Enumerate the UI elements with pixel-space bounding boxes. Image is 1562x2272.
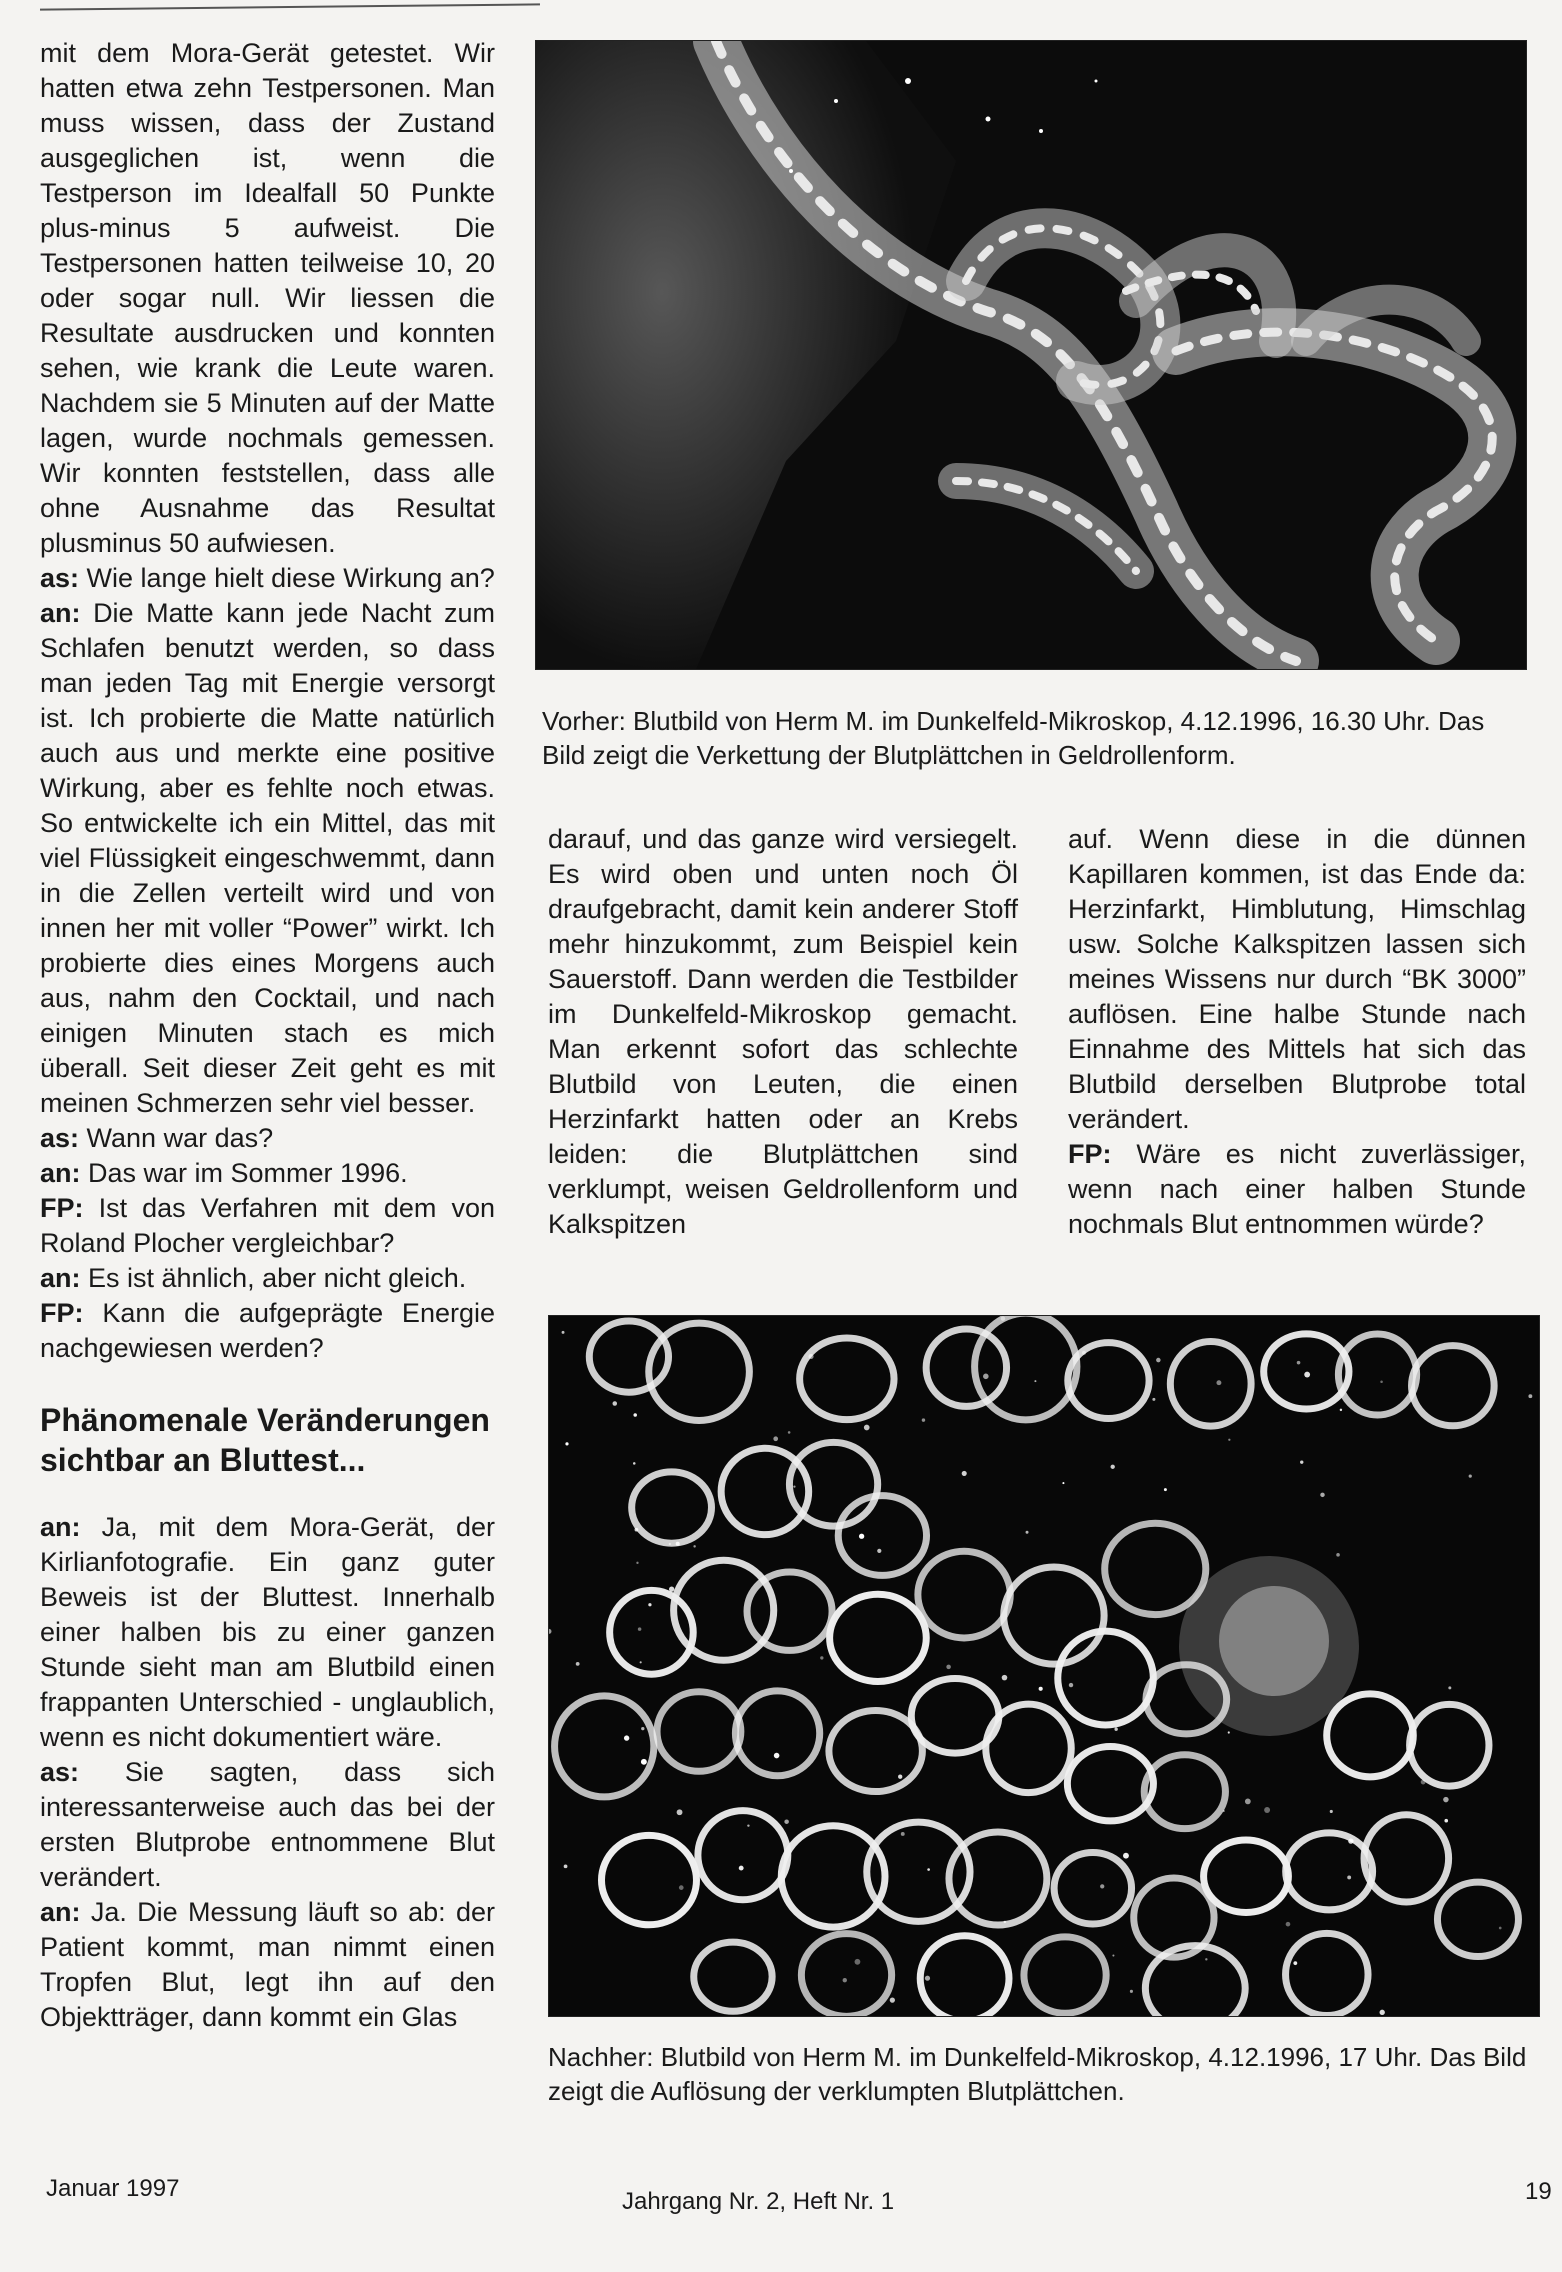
left-column — [40, 36, 495, 2035]
question-text: Ist das Verfahren mit dem von Roland Plocher vergleichbar? — [40, 1193, 495, 1258]
speck — [1228, 1731, 1230, 1733]
speck — [962, 1471, 967, 1476]
speck — [669, 1587, 674, 1592]
speck — [927, 1868, 930, 1871]
speaker-label: an: — [40, 1158, 81, 1188]
speck — [925, 1976, 930, 1981]
speck — [679, 1885, 684, 1890]
speck — [640, 1661, 642, 1663]
speck — [1528, 1394, 1532, 1398]
speck — [1082, 1351, 1086, 1355]
speck — [1034, 1380, 1036, 1382]
speck — [1320, 1493, 1324, 1497]
right-column — [1068, 822, 1526, 1242]
speck — [1069, 1683, 1073, 1687]
speck — [693, 1545, 695, 1547]
speaker-label: as: — [40, 1123, 80, 1153]
question — [40, 1121, 495, 1156]
question-text: Wann war das? — [86, 1123, 274, 1153]
footer-date: Januar 1997 — [46, 2175, 180, 2202]
speck — [1002, 1675, 1008, 1681]
answer-text: Die Matte kann jede Nacht zum Schlafen benutzt werden, so dass man jeden Tag mit Energie versorgt ist. Ich probierte die Matte natürlich auch aus und merkte eine positive Wirkung, aber es fehlte noch etwas. So entwickelte ich ein Mittel, das mit viel Flüssigkeit eingeschwemmt, dann in die Zellen verteilt wird und von innen her mit voller “Power” wirkt. Ich probierte dies eines Morgens auch aus, nahm den Cocktail, und nach einigen Minuten stach es mich überall. Seit dieser Zeit geht es mit meinen Schmerzen sehr viel besser. — [40, 598, 495, 1118]
speck — [820, 1656, 823, 1659]
speck — [1330, 1810, 1333, 1813]
speck — [1130, 1990, 1133, 1993]
speck — [784, 1819, 789, 1824]
speck — [1001, 1316, 1005, 1320]
speck — [843, 1978, 847, 1982]
answer — [40, 1510, 495, 1755]
speck — [1264, 1807, 1270, 1813]
speck — [1039, 1687, 1043, 1691]
speck — [1380, 1381, 1383, 1384]
speck — [877, 1549, 881, 1553]
page-number: 19 — [1525, 2178, 1552, 2205]
question — [40, 1191, 495, 1261]
question-text: Kann die aufgeprägte Energie nachgewiesen werden? — [40, 1298, 495, 1363]
paragraph: mit dem Mora-Gerät getestet. Wir hatten etwa zehn Testpersonen. Man muss wissen, dass der Zustand ausgeglichen ist, wenn die Testperson im Idealfall 50 Punkte plus-minus 5 aufweist. Die Testpersonen hatten teilweise 10, 20 oder sogar null. Wir liessen die Resultate ausdrucken und konnten sehen, wie krank die Leute waren. Nachdem sie 5 Minuten auf der Matte lagen, wurde nochmals gemessen. Wir konnten feststellen, dass alle ohne Ausnahme das Resultat plusminus 50 aufwiesen. — [40, 38, 495, 558]
footer-issue: Jahrgang Nr. 2, Heft Nr. 1 — [622, 2188, 895, 2215]
speck — [922, 1418, 925, 1421]
question — [40, 561, 495, 596]
question — [1068, 1137, 1526, 1242]
section-heading: Phänomenale Veränderungen sichtbar an Bluttest... — [40, 1402, 490, 1478]
speck — [1448, 1686, 1451, 1689]
top-rule — [40, 3, 540, 10]
photo-after-microscope — [548, 1315, 1540, 2017]
speaker-label: as: — [40, 563, 80, 593]
photo-before-microscope — [535, 40, 1527, 670]
speck — [1062, 1482, 1064, 1484]
speck — [565, 1442, 568, 1445]
speck — [633, 1413, 637, 1417]
speck — [1499, 1927, 1502, 1930]
speck — [624, 1735, 629, 1740]
speck — [808, 1354, 813, 1359]
speck — [1026, 1531, 1029, 1534]
speaker-label: FP: — [40, 1298, 84, 1328]
answer — [40, 1895, 495, 2035]
speck — [1112, 1955, 1114, 1957]
speck — [898, 1775, 902, 1779]
speck — [1348, 1838, 1353, 1843]
speck — [788, 1431, 791, 1434]
speck — [1164, 1488, 1167, 1491]
speck — [946, 1665, 951, 1670]
answer-text: Ja, mit dem Mora-Gerät, der Kirlianfotografie. Ein ganz guter Beweis ist der Bluttest. Innerhalb einer halben bis zu einer ganzen Stunde sieht man am Blutbild einen frappanten Unterschied - unglaublich, wenn es nicht dokumentiert wäre. — [40, 1512, 495, 1752]
caption-after: Nachher: Blutbild von Herm M. im Dunkelfeld-Mikroskop, 4.12.1996, 17 Uhr. Das Bild zeigt die Auflösung der verklumpten Blutplättchen. — [548, 2042, 1527, 2106]
speaker-label: an: — [40, 1263, 81, 1293]
speck — [641, 1727, 644, 1730]
speck — [1300, 1460, 1303, 1463]
speaker-label: FP: — [40, 1193, 84, 1223]
speck — [859, 1534, 864, 1539]
speck — [1297, 1361, 1301, 1365]
speck — [1379, 2010, 1384, 2015]
speck — [636, 1562, 638, 1564]
speck — [1123, 1853, 1129, 1859]
middle-column — [548, 822, 1018, 1242]
speck — [635, 1528, 639, 1532]
question — [40, 1296, 495, 1366]
answer-text: Das war im Sommer 1996. — [88, 1158, 408, 1188]
speck — [901, 1832, 905, 1836]
speck — [1156, 1358, 1161, 1363]
speaker-label: an: — [40, 1512, 81, 1542]
speaker-label: FP: — [1068, 1139, 1112, 1169]
speck — [747, 1824, 749, 1826]
speaker-label: an: — [40, 1897, 81, 1927]
speck — [1152, 1398, 1155, 1401]
speck — [669, 1543, 671, 1545]
speck — [1004, 1921, 1006, 1923]
speck — [1223, 1810, 1225, 1812]
speck — [1336, 1553, 1340, 1557]
speck — [1228, 1439, 1230, 1441]
speck — [1100, 1884, 1104, 1888]
speck — [1205, 1958, 1207, 1960]
speck — [1216, 1380, 1221, 1385]
speck — [1114, 1728, 1117, 1731]
speck — [677, 1809, 683, 1815]
speck — [576, 1662, 580, 1666]
speck — [562, 1331, 565, 1334]
speck — [638, 1627, 642, 1631]
speaker-label: as: — [40, 1757, 80, 1787]
question-text: Wie lange hielt diese Wirkung an? — [86, 563, 495, 593]
paragraph: auf. Wenn diese in die dünnen Kapillaren kommen, ist das Ende da: Herzinfarkt, Himblutung, Himschlag usw. Solche Kalkspitzen lassen sich meines Wissens nur durch “BK 3000” auflösen. Eine halbe Stunde nach Einnahme des Mittels hat sich das Blutbild derselben Blutprobe total verändert. — [1068, 824, 1526, 1134]
speck — [1443, 1797, 1448, 1802]
answer — [40, 1261, 495, 1296]
speck — [739, 1866, 744, 1871]
question-text: Wäre es nicht zuverlässiger, wenn nach einer halben Stunde nochmals Blut entnommen würde? — [1068, 1139, 1526, 1239]
speck — [890, 1998, 895, 2003]
speck — [1293, 1961, 1297, 1965]
answer — [40, 1156, 495, 1191]
speck — [564, 1864, 568, 1868]
speck — [641, 1759, 647, 1765]
speck — [1469, 1475, 1472, 1478]
answer-text: Es ist ähnlich, aber nicht gleich. — [88, 1263, 467, 1293]
speaker-label: an: — [40, 598, 81, 628]
question-text: Sie sagten, dass sich interessanterweise auch das bei der ersten Blutprobe entnommene Blut verändert. — [40, 1757, 495, 1892]
speck — [1286, 1922, 1291, 1927]
speck — [774, 1753, 780, 1759]
speck — [793, 1486, 795, 1488]
speck — [864, 1425, 870, 1431]
speck — [1111, 1465, 1115, 1469]
question — [40, 1755, 495, 1895]
speck — [773, 1436, 778, 1441]
speck — [676, 1542, 680, 1546]
speck — [983, 1374, 989, 1380]
speck — [1304, 1372, 1310, 1378]
speck — [633, 1462, 636, 1465]
speck — [648, 1603, 651, 1606]
paragraph: darauf, und das ganze wird versiegelt. Es wird oben und unten noch Öl draufgebracht, damit kein anderer Stoff mehr hinzukommt, zum Beispiel kein Sauerstoff. Dann werden die Testbilder im Dunkelfeld-Mikroskop gemacht. Man erkennt sofort das schlechte Blutbild von Leuten, die einen Herzinfarkt hatten oder an Krebs leiden: die Blutplättchen sind verklumpt, weisen Geldrollenform und Kalkspitzen — [548, 824, 1018, 1239]
answer — [40, 596, 495, 1121]
speck — [1340, 1409, 1342, 1411]
speck — [1421, 1780, 1426, 1785]
answer-text: Ja. Die Messung läuft so ab: der Patient kommt, man nimmt einen Tropfen Blut, legt ihn auf den Objektträger, dann kommt ein Glas — [40, 1897, 495, 2032]
speck — [1245, 1799, 1251, 1805]
caption-before: Vorher: Blutbild von Herm M. im Dunkelfeld-Mikroskop, 4.12.1996, 16.30 Uhr. Das Bild zeigt die Verkettung der Blutplättchen in Geldrollenform. — [542, 706, 1485, 770]
speck — [612, 1401, 617, 1406]
speck — [855, 1959, 861, 1965]
speck — [1444, 1819, 1448, 1823]
speck — [1347, 1875, 1351, 1879]
